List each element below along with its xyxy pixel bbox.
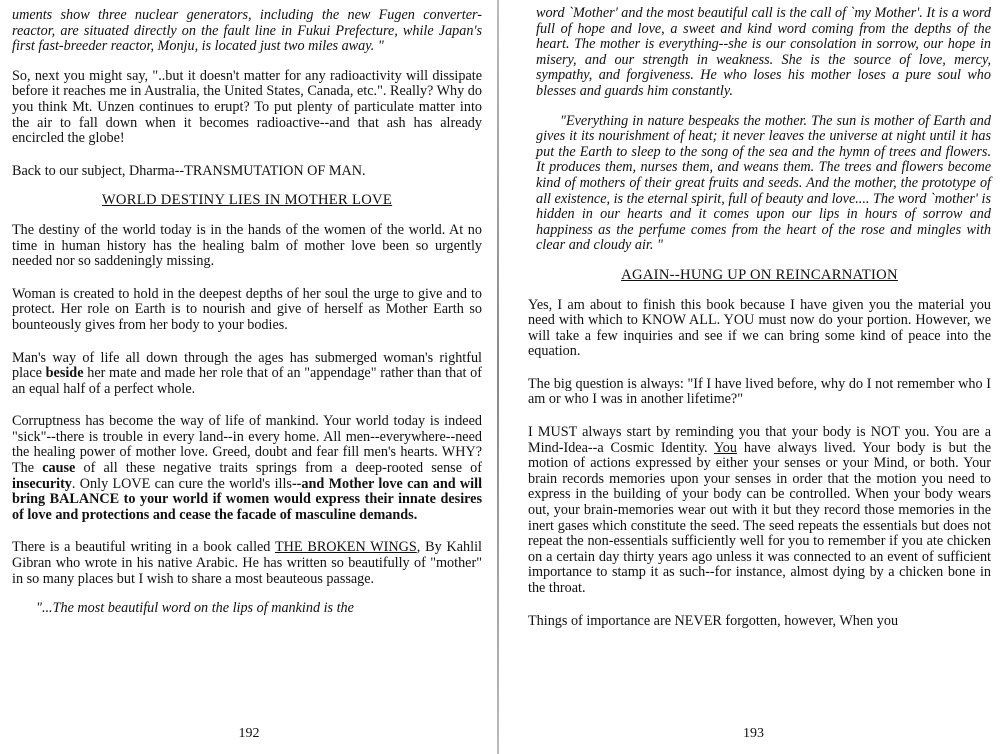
bold-text: --and Mother love can and will bring BALANCE to your world if women would express their innate desires of love and protections and cease the facade of masculine demands. [12,475,483,523]
paragraph: So, next you might say, "..but it doesn't matter for any radioactivity will dissipate before it reaches me in Australia, the United States, Canada, etc.". Really? Why do you think Mt. Unzen continues to erupt? To put plenty of particulate matter into the air to fall down when it becomes radioactive--and that ash has already encircled the globe! [12,67,482,147]
paragraph [12,351,482,398]
text-run: of all these negative traits springs from a deep-rooted sense of [75,460,482,477]
text-run: Corruptness has become the way of life of mankind. Your world today is indeed "sick"--there is trouble in every land--in every home. All men--everywhere--need the healing power of mother love. Greed, doubt and fear fill men's hearts. WHY? The [12,413,482,477]
paragraph: The big question is always: "If I have lived before, why do I not remember who I am or who I was in another lifetime?" [528,375,991,408]
paragraph: uments show three nuclear generators, including the new Fugen converter-reactor, are situated directly on the fault line in Fukui Prefecture, while Japan's first fast-breeder reactor, Monju, is located just two miles away. " [12,7,482,55]
paragraph: Woman is created to hold in the deepest depths of her soul the urge to give and to protect. Her role on Earth is to nourish and give of herself as Mother Earth so bounteously gives from her body to your bodies. [12,285,482,333]
paragraph [12,414,482,523]
section-heading: AGAIN--HUNG UP ON REINCARNATION [621,266,898,283]
right-page [502,0,1005,754]
quote-paragraph: "...The most beautiful word on the lips of mankind is the [36,600,354,617]
page-number: 193 [743,726,764,742]
section-heading: WORLD DESTINY LIES IN MOTHER LOVE [101,192,393,209]
paragraph [528,425,991,597]
text-run: Man's way of life all down through the ages has submerged woman's rightful place [12,349,482,382]
text-run: , By Kahlil Gibran who wrote in his native Arabic. He has written so beautifully of "mother" in so many places but I wish to share a most beauteous passage. [12,539,482,587]
bold-text: insecurity [12,475,72,492]
quote-paragraph: word `Mother' and the most beautiful call is the call of `my Mother'. It is a word full of hope and love, a sweet and kind word coming from the depths of the heart. The mother is everything--she is our consolation in sorrow, our hope in misery, and our strength in weakness. She is the source of love, mercy, sympathy, and forgiveness. He who loses his mother loses a pure soul who blesses and guards him constantly. [536,5,991,99]
text-run: There is a beautiful writing in a book called [12,539,275,556]
text-run: have always lived. Your body is but the motion of actions expressed by either your senses or your Mind, or both. Your brain records memories upon your senses in order that the motion you need to express in the building of your body can be controlled. When your body wears out, your brain-memories wear out with it but they record those memories in the inert gases which constitute the seed. The seed repeats the essentials but does not repeat the non-essentials sufficiently well for you to remember if you ate chicken on a certain day thirty years ago unless it was connected to an event of sufficient importance to stamp it as such--for instance, almost dying by a chicken bone in the throat. [528,439,991,596]
quote-paragraph: "Everything in nature bespeaks the mother. The sun is mother of Earth and gives it its nourishment of heat; it never leaves the universe at night until it has put the Earth to sleep to the song of the sea and the hymn of trees and flowers. It produces them, nurses them, and weans them. The trees and flowers become kind of mothers of their great fruits and seeds. And the mother, the prototype of all existence, is the eternal spirit, full of beauty and love.... The word `mother' is hidden in our hearts and it comes upon our lips in hours of sorrow and happiness as the perfume comes from the heart of the rose and mingles with clear and cloudy air. " [536,112,991,254]
paragraph: The destiny of the world today is in the hands of the women of the world. At no time in human history has the healing balm of mother love been so urgently needed nor so saddeningly missing. [12,221,482,270]
paragraph [12,540,482,587]
text-run: . Only LOVE can cure the world's ills [71,475,292,492]
book-gutter [497,0,499,754]
text-run: her mate and made her role that of an "appendage" rather than that of an equal half of a perfect whole. [12,365,482,397]
left-page [0,0,498,754]
paragraph: Back to our subject, Dharma--TRANSMUTATION OF MAN. [12,162,366,179]
text-run: I MUST always start by reminding you that your body is NOT you. You are a Mind-Idea--a Cosmic Identity. [528,424,991,456]
page-number: 192 [238,726,260,742]
bold-text: cause [42,460,76,477]
bold-text: beside [45,365,84,382]
underlined-text: You [713,439,737,456]
paragraph: Things of importance are NEVER forgotten, however, When you [528,612,899,629]
paragraph: Yes, I am about to finish this book because I have given you the material you need with which to KNOW ALL. YOU must now do your portion. However, we will take a few inquiries and see if we can bring some kind of peace into the equation. [528,296,991,360]
book-title: THE BROKEN WINGS [274,539,417,556]
